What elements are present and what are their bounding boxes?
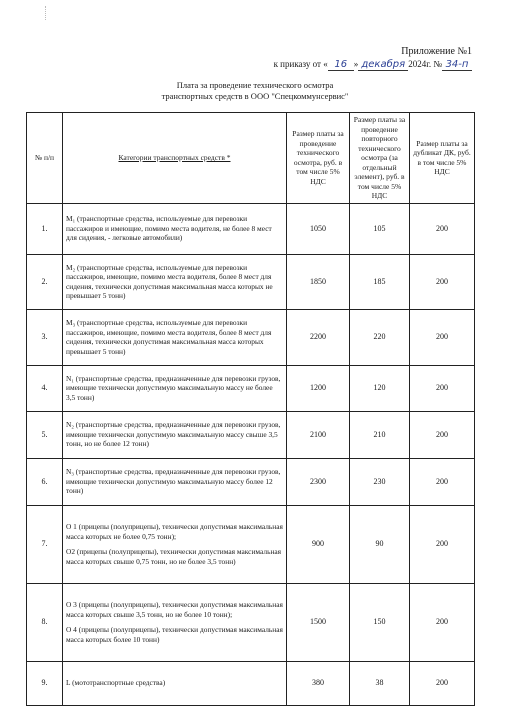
- order-prefix: к приказу от «: [273, 59, 328, 69]
- table-row: [27, 203, 475, 254]
- category-text: M₃ (транспортные средства, используемые для перевозки пассажиров, имеющие, помимо места водителя, более 8 мест для сидения, технически допустимая максимальная масса которых превышает 5 тонн): [66, 318, 272, 356]
- fee-repeat-cell: 90: [350, 505, 410, 583]
- fee-duplicate-cell: 200: [410, 505, 475, 583]
- title-line-1: Плата за проведение технического осмотра: [176, 80, 334, 90]
- category-text: M₁ (транспортные средства, используемые для перевозки пассажиров и имеющие, помимо места водителя, не более 8 мест для сидения, - легковые автомобили): [66, 214, 272, 243]
- table-row: [27, 365, 475, 411]
- row-number: 9.: [27, 661, 63, 705]
- row-category: [63, 661, 287, 705]
- header-fee-duplicate: Размер платы за дубликат ДК, руб. в том числе 5% НДС: [410, 113, 475, 204]
- table-row: [27, 505, 475, 583]
- fee-inspection-cell: 1500: [287, 583, 350, 661]
- order-reference: [274, 58, 472, 71]
- row-number: 6.: [27, 458, 63, 505]
- fee-duplicate-cell: 200: [410, 203, 475, 254]
- table-row: [27, 411, 475, 458]
- header-fee-repeat: Размер платы за проведение повторного технического осмотра (за отдельный элемент), руб. в том числе 5% НДС: [350, 113, 410, 204]
- fee-duplicate-cell: 200: [410, 661, 475, 705]
- fee-inspection-cell: 380: [287, 661, 350, 705]
- fee-duplicate-cell: 200: [410, 411, 475, 458]
- row-category: [63, 583, 287, 661]
- row-number: 7.: [27, 505, 63, 583]
- category-text: N₂ (транспортные средства, предназначенные для перевозки грузов, имеющие технически допустимую максимальную массу свыше 3,5 тонн, но не более 12 тонн): [66, 420, 281, 449]
- row-category: [63, 203, 287, 254]
- fee-repeat-cell: 105: [350, 203, 410, 254]
- table-row: [27, 309, 475, 365]
- category-text: M₂ (транспортные средства, используемые для перевозки пассажиров, имеющие, помимо места водителя, более 8 мест для сидения, технически допустимая максимальная масса которых не превышает 5 тонн): [66, 262, 273, 300]
- row-category: [63, 309, 287, 365]
- category-text: O 4 (прицепы (полуприцепы), технически допустимая максимальная масса которых более 10 тонн): [66, 625, 283, 644]
- fee-duplicate-cell: 200: [410, 309, 475, 365]
- fee-duplicate-cell: 200: [410, 583, 475, 661]
- fee-repeat-cell: 220: [350, 309, 410, 365]
- row-number: 8.: [27, 583, 63, 661]
- scan-mark: [45, 6, 48, 20]
- fee-repeat-cell: 150: [350, 583, 410, 661]
- fee-table: [26, 112, 475, 706]
- row-number: 5.: [27, 411, 63, 458]
- table-row: [27, 661, 475, 705]
- table-row: [27, 583, 475, 661]
- fee-repeat-cell: 210: [350, 411, 410, 458]
- fee-inspection-cell: 1850: [287, 254, 350, 309]
- fee-inspection-cell: 2100: [287, 411, 350, 458]
- fee-repeat-cell: 185: [350, 254, 410, 309]
- row-category: [63, 505, 287, 583]
- header-fee-inspection: Размер платы за проведение технического осмотра, руб. в том числе 5% НДС: [287, 113, 350, 204]
- row-number: 4.: [27, 365, 63, 411]
- order-number-handwritten: 34-п: [442, 60, 472, 71]
- category-text: N₁ (транспортные средства, предназначенные для перевозки грузов, имеющие технически допустимую максимальную массу не более 3,5 тонн): [66, 373, 281, 402]
- table-row: [27, 458, 475, 505]
- order-day-handwritten: 16: [328, 60, 354, 71]
- table-row: [27, 254, 475, 309]
- row-category: [63, 458, 287, 505]
- row-number: 1.: [27, 203, 63, 254]
- fee-inspection-cell: 2200: [287, 309, 350, 365]
- category-text: O2 (прицепы (полуприцепы), технически допустимая максимальная масса которых свыше 0,75 тонн, но не более 3,5 тонн): [66, 547, 282, 566]
- document-title: [0, 80, 510, 102]
- title-line-2: транспортных средств в ООО "Спецкоммунсервис": [161, 91, 349, 101]
- order-mid: »: [353, 59, 359, 69]
- fee-inspection-cell: 2300: [287, 458, 350, 505]
- appendix-label: Приложение №1: [401, 46, 472, 57]
- fee-repeat-cell: 230: [350, 458, 410, 505]
- category-text: O 1 (прицепы (полуприцепы), технически допустимая максимальная масса которых не более 0,75 тонн);: [66, 522, 283, 541]
- row-number: 2.: [27, 254, 63, 309]
- header-num: № п/п: [27, 113, 63, 204]
- header-category: Категории транспортных средств *: [63, 113, 287, 204]
- category-text: N₃ (транспортные средства, предназначенные для перевозки грузов, имеющие технически допустимую максимальную массу более 12 тонн): [66, 467, 281, 496]
- category-text: O 3 (прицепы (полуприцепы), технически допустимая максимальная масса которых свыше 3,5 тонн, но не более 10 тонн);: [66, 600, 283, 619]
- fee-inspection-cell: 1050: [287, 203, 350, 254]
- fee-duplicate-cell: 200: [410, 458, 475, 505]
- order-year: 2024г. №: [408, 59, 442, 69]
- row-category: [63, 411, 287, 458]
- order-month-handwritten: декабря: [358, 60, 408, 71]
- row-category: [63, 365, 287, 411]
- fee-duplicate-cell: 200: [410, 365, 475, 411]
- row-number: 3.: [27, 309, 63, 365]
- fee-inspection-cell: 900: [287, 505, 350, 583]
- fee-inspection-cell: 1200: [287, 365, 350, 411]
- fee-duplicate-cell: 200: [410, 254, 475, 309]
- fee-repeat-cell: 38: [350, 661, 410, 705]
- category-text: L (мототранспортные средства): [66, 678, 166, 688]
- fee-repeat-cell: 120: [350, 365, 410, 411]
- row-category: [63, 254, 287, 309]
- table-header-row: [27, 113, 475, 204]
